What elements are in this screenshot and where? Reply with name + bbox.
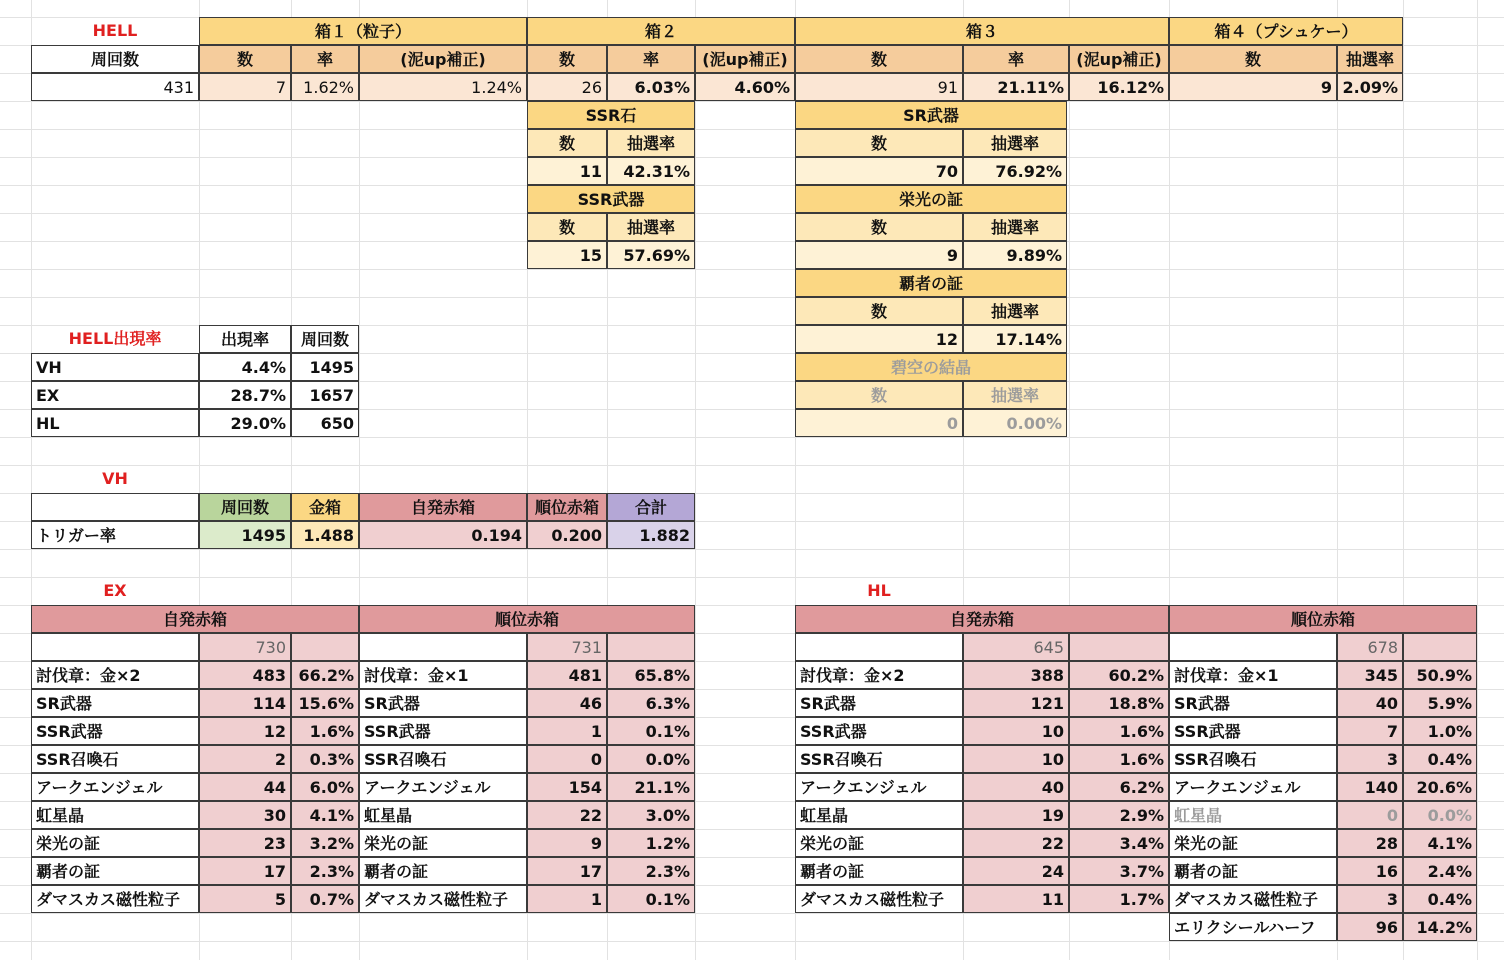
box2-mud-label: (泥up補正) bbox=[695, 45, 795, 73]
hl-self-item-count[interactable]: 121 bbox=[963, 689, 1069, 717]
hl-rank-item-count[interactable]: 96 bbox=[1337, 913, 1403, 941]
hl-self-item-count[interactable]: 388 bbox=[963, 661, 1069, 689]
ex-self-item-pct[interactable]: 3.2% bbox=[291, 829, 359, 857]
ex-rank-item-pct[interactable]: 2.3% bbox=[607, 857, 695, 885]
ex-self-item-name: 覇者の証 bbox=[31, 857, 199, 885]
ex-self-item-count[interactable]: 114 bbox=[199, 689, 291, 717]
ex-rank-item-name: 覇者の証 bbox=[359, 857, 527, 885]
ex-rank-item-pct[interactable]: 0.1% bbox=[607, 885, 695, 913]
appear-row-name: HL bbox=[31, 409, 199, 437]
hl-rank-header: 順位赤箱 bbox=[1169, 605, 1477, 633]
appear-row-name: EX bbox=[31, 381, 199, 409]
champion-header: 覇者の証 bbox=[795, 269, 1067, 297]
ex-self-item-name: ダマスカス磁性粒子 bbox=[31, 885, 199, 913]
appear-row-laps[interactable]: 1657 bbox=[291, 381, 359, 409]
hl-rank-item-count[interactable]: 3 bbox=[1337, 745, 1403, 773]
ex-self-item-pct[interactable]: 0.3% bbox=[291, 745, 359, 773]
hl-rank-item-pct[interactable]: 1.0% bbox=[1403, 717, 1477, 745]
ex-rank-item-pct[interactable]: 6.3% bbox=[607, 689, 695, 717]
ex-self-item-pct[interactable]: 66.2% bbox=[291, 661, 359, 689]
laps-label: 周回数 bbox=[31, 45, 199, 73]
ex-self-item-name: SSR武器 bbox=[31, 717, 199, 745]
glory-rate[interactable]: 9.89% bbox=[963, 241, 1067, 269]
hl-rank-total-blank bbox=[1169, 633, 1337, 661]
box3-mud[interactable]: 16.12% bbox=[1069, 73, 1169, 101]
hl-self-item-count[interactable]: 24 bbox=[963, 857, 1069, 885]
box2-mud[interactable]: 4.60% bbox=[695, 73, 795, 101]
hell-label: HELL bbox=[92, 21, 138, 40]
hl-rank-item-name: 栄光の証 bbox=[1169, 829, 1337, 857]
sr-weapon-header: SR武器 bbox=[795, 101, 1067, 129]
ex-rank-item-count[interactable]: 22 bbox=[527, 801, 607, 829]
hl-title: HL bbox=[867, 581, 891, 600]
ssr-weapon-count-label: 数 bbox=[527, 213, 607, 241]
sr-weapon-count-label: 数 bbox=[795, 129, 963, 157]
appear-row-laps[interactable]: 1495 bbox=[291, 353, 359, 381]
ex-self-total-pct-blank bbox=[291, 633, 359, 661]
ex-self-item-count[interactable]: 23 bbox=[199, 829, 291, 857]
hl-self-item-pct[interactable]: 60.2% bbox=[1069, 661, 1169, 689]
hl-rank-item-pct[interactable]: 5.9% bbox=[1403, 689, 1477, 717]
box4-rate[interactable]: 2.09% bbox=[1337, 73, 1403, 101]
vh-total[interactable]: 1.882 bbox=[607, 521, 695, 549]
appear-row-rate[interactable]: 28.7% bbox=[199, 381, 291, 409]
box3-count-label: 数 bbox=[795, 45, 963, 73]
ex-rank-item-count[interactable]: 17 bbox=[527, 857, 607, 885]
vh-corner bbox=[31, 493, 199, 521]
ex-rank-item-name: ダマスカス磁性粒子 bbox=[359, 885, 527, 913]
hl-rank-item-pct[interactable]: 20.6% bbox=[1403, 773, 1477, 801]
ex-rank-item-count[interactable]: 9 bbox=[527, 829, 607, 857]
hl-rank-item-count[interactable]: 345 bbox=[1337, 661, 1403, 689]
box3-rate[interactable]: 21.11% bbox=[963, 73, 1069, 101]
ex-rank-item-count[interactable]: 154 bbox=[527, 773, 607, 801]
ex-rank-item-pct[interactable]: 0.0% bbox=[607, 745, 695, 773]
hl-self-item-name: ダマスカス磁性粒子 bbox=[795, 885, 963, 913]
ex-rank-item-pct[interactable]: 21.1% bbox=[607, 773, 695, 801]
hl-rank-item-count[interactable]: 16 bbox=[1337, 857, 1403, 885]
ssr-stone-rate[interactable]: 42.31% bbox=[607, 157, 695, 185]
box2-count[interactable]: 26 bbox=[527, 73, 607, 101]
hl-rank-item-pct[interactable]: 2.4% bbox=[1403, 857, 1477, 885]
hl-rank-item-name: エリクシールハーフ bbox=[1169, 913, 1337, 941]
hl-self-item-count[interactable]: 40 bbox=[963, 773, 1069, 801]
ex-rank-item-name: SR武器 bbox=[359, 689, 527, 717]
ex-rank-header: 順位赤箱 bbox=[359, 605, 695, 633]
vh-total-header: 合計 bbox=[607, 493, 695, 521]
ex-self-item-pct[interactable]: 0.7% bbox=[291, 885, 359, 913]
ex-rank-item-name: SSR武器 bbox=[359, 717, 527, 745]
hl-self-item-pct[interactable]: 1.7% bbox=[1069, 885, 1169, 913]
ex-rank-item-count[interactable]: 46 bbox=[527, 689, 607, 717]
ssr-weapon-header: SSR武器 bbox=[527, 185, 695, 213]
box2-rate-label: 率 bbox=[607, 45, 695, 73]
box2-header: 箱２ bbox=[527, 17, 795, 45]
hl-self-item-name: SSR武器 bbox=[795, 717, 963, 745]
ex-self-item-name: SR武器 bbox=[31, 689, 199, 717]
vh-self[interactable]: 0.194 bbox=[359, 521, 527, 549]
ssr-stone-rate-label: 抽選率 bbox=[607, 129, 695, 157]
hl-self-item-name: SR武器 bbox=[795, 689, 963, 717]
hl-self-item-count[interactable]: 22 bbox=[963, 829, 1069, 857]
hl-self-item-count[interactable]: 10 bbox=[963, 717, 1069, 745]
vh-laps-header: 周回数 bbox=[199, 493, 291, 521]
hl-rank-item-count[interactable]: 28 bbox=[1337, 829, 1403, 857]
vh-gold[interactable]: 1.488 bbox=[291, 521, 359, 549]
box1-rate-label: 率 bbox=[291, 45, 359, 73]
hl-self-item-name: SSR召喚石 bbox=[795, 745, 963, 773]
hl-rank-item-count[interactable]: 40 bbox=[1337, 689, 1403, 717]
box4-count-label: 数 bbox=[1169, 45, 1337, 73]
box1-count[interactable]: 7 bbox=[199, 73, 291, 101]
crystal-count[interactable]: 0 bbox=[795, 409, 963, 437]
ex-rank-item-pct[interactable]: 1.2% bbox=[607, 829, 695, 857]
ex-rank-total[interactable]: 731 bbox=[527, 633, 607, 661]
glory-count[interactable]: 9 bbox=[795, 241, 963, 269]
ex-self-item-name: アークエンジェル bbox=[31, 773, 199, 801]
crystal-count-label: 数 bbox=[795, 381, 963, 409]
hl-self-item-count[interactable]: 11 bbox=[963, 885, 1069, 913]
box1-rate[interactable]: 1.62% bbox=[291, 73, 359, 101]
ex-title: EX bbox=[103, 581, 127, 600]
hl-rank-item-name: 覇者の証 bbox=[1169, 857, 1337, 885]
vh-rank-header: 順位赤箱 bbox=[527, 493, 607, 521]
appear-row-rate[interactable]: 29.0% bbox=[199, 409, 291, 437]
box2-rate[interactable]: 6.03% bbox=[607, 73, 695, 101]
hl-rank-item-name: 虹星晶 bbox=[1169, 801, 1337, 829]
ssr-weapon-count[interactable]: 15 bbox=[527, 241, 607, 269]
hl-rank-item-name: SSR召喚石 bbox=[1169, 745, 1337, 773]
hl-rank-item-count[interactable]: 140 bbox=[1337, 773, 1403, 801]
ex-self-total[interactable]: 730 bbox=[199, 633, 291, 661]
box3-header: 箱３ bbox=[795, 17, 1169, 45]
box1-count-label: 数 bbox=[199, 45, 291, 73]
vh-laps[interactable]: 1495 bbox=[199, 521, 291, 549]
hl-self-item-count[interactable]: 10 bbox=[963, 745, 1069, 773]
crystal-header: 碧空の結晶 bbox=[795, 353, 1067, 381]
hl-rank-item-name: 討伐章：金×1 bbox=[1169, 661, 1337, 689]
ex-self-item-name: 虹星晶 bbox=[31, 801, 199, 829]
ex-self-item-pct[interactable]: 4.1% bbox=[291, 801, 359, 829]
hl-self-item-count[interactable]: 19 bbox=[963, 801, 1069, 829]
hl-rank-item-count[interactable]: 7 bbox=[1337, 717, 1403, 745]
vh-self-header: 自発赤箱 bbox=[359, 493, 527, 521]
hl-rank-item-name: SR武器 bbox=[1169, 689, 1337, 717]
hl-self-item-name: 覇者の証 bbox=[795, 857, 963, 885]
ssr-stone-count-label: 数 bbox=[527, 129, 607, 157]
ex-rank-item-name: 虹星晶 bbox=[359, 801, 527, 829]
hl-self-item-name: 虹星晶 bbox=[795, 801, 963, 829]
vh-rank[interactable]: 0.200 bbox=[527, 521, 607, 549]
hl-rank-item-name: ダマスカス磁性粒子 bbox=[1169, 885, 1337, 913]
ex-self-item-count[interactable]: 30 bbox=[199, 801, 291, 829]
appear-row-rate[interactable]: 4.4% bbox=[199, 353, 291, 381]
hl-rank-item-pct[interactable]: 0.4% bbox=[1403, 745, 1477, 773]
hl-rank-item-count[interactable]: 0 bbox=[1337, 801, 1403, 829]
ex-rank-item-pct[interactable]: 0.1% bbox=[607, 717, 695, 745]
crystal-rate[interactable]: 0.00% bbox=[963, 409, 1067, 437]
ex-self-header: 自発赤箱 bbox=[31, 605, 359, 633]
hl-rank-item-pct[interactable]: 0.0% bbox=[1403, 801, 1477, 829]
champion-rate-label: 抽選率 bbox=[963, 297, 1067, 325]
vh-row-label: トリガー率 bbox=[31, 521, 199, 549]
ex-rank-item-count[interactable]: 1 bbox=[527, 717, 607, 745]
box4-header: 箱４（プシュケー） bbox=[1169, 17, 1403, 45]
ex-rank-item-name: 討伐章：金×1 bbox=[359, 661, 527, 689]
hl-self-item-pct[interactable]: 18.8% bbox=[1069, 689, 1169, 717]
appear-row-name: VH bbox=[31, 353, 199, 381]
box3-mud-label: (泥up補正) bbox=[1069, 45, 1169, 73]
hl-self-total-pct-blank bbox=[1069, 633, 1169, 661]
sr-weapon-count[interactable]: 70 bbox=[795, 157, 963, 185]
box4-rate-label: 抽選率 bbox=[1337, 45, 1403, 73]
ssr-stone-header: SSR石 bbox=[527, 101, 695, 129]
ex-rank-item-pct[interactable]: 3.0% bbox=[607, 801, 695, 829]
ex-self-item-name: SSR召喚石 bbox=[31, 745, 199, 773]
vh-title: VH bbox=[102, 469, 128, 488]
glory-header: 栄光の証 bbox=[795, 185, 1067, 213]
ex-self-item-name: 栄光の証 bbox=[31, 829, 199, 857]
hl-self-total-blank bbox=[795, 633, 963, 661]
ex-self-item-count[interactable]: 17 bbox=[199, 857, 291, 885]
ex-self-item-count[interactable]: 12 bbox=[199, 717, 291, 745]
box4-count[interactable]: 9 bbox=[1169, 73, 1337, 101]
hl-self-item-pct[interactable]: 1.6% bbox=[1069, 717, 1169, 745]
ex-self-item-pct[interactable]: 6.0% bbox=[291, 773, 359, 801]
glory-rate-label: 抽選率 bbox=[963, 213, 1067, 241]
ex-self-total-blank bbox=[31, 633, 199, 661]
hl-rank-item-pct[interactable]: 0.4% bbox=[1403, 885, 1477, 913]
box1-header: 箱１（粒子） bbox=[199, 17, 527, 45]
box3-rate-label: 率 bbox=[963, 45, 1069, 73]
ex-rank-item-name: アークエンジェル bbox=[359, 773, 527, 801]
glory-count-label: 数 bbox=[795, 213, 963, 241]
hl-self-item-pct[interactable]: 3.4% bbox=[1069, 829, 1169, 857]
ex-self-item-name: 討伐章：金×2 bbox=[31, 661, 199, 689]
hl-self-header: 自発赤箱 bbox=[795, 605, 1169, 633]
ssr-weapon-rate-label: 抽選率 bbox=[607, 213, 695, 241]
box1-mud[interactable]: 1.24% bbox=[359, 73, 527, 101]
ex-self-item-count[interactable]: 2 bbox=[199, 745, 291, 773]
sr-weapon-rate[interactable]: 76.92% bbox=[963, 157, 1067, 185]
vh-gold-header: 金箱 bbox=[291, 493, 359, 521]
hl-rank-item-name: アークエンジェル bbox=[1169, 773, 1337, 801]
ex-rank-total-pct-blank bbox=[607, 633, 695, 661]
hl-self-item-pct[interactable]: 2.9% bbox=[1069, 801, 1169, 829]
hl-self-item-name: 討伐章：金×2 bbox=[795, 661, 963, 689]
sr-weapon-rate-label: 抽選率 bbox=[963, 129, 1067, 157]
hl-rank-total[interactable]: 678 bbox=[1337, 633, 1403, 661]
hl-self-item-pct[interactable]: 3.7% bbox=[1069, 857, 1169, 885]
ex-rank-item-name: 栄光の証 bbox=[359, 829, 527, 857]
hl-rank-item-pct[interactable]: 50.9% bbox=[1403, 661, 1477, 689]
ex-self-item-pct[interactable]: 2.3% bbox=[291, 857, 359, 885]
appear-col-rate: 出現率 bbox=[199, 325, 291, 353]
ex-rank-item-name: SSR召喚石 bbox=[359, 745, 527, 773]
ex-self-item-pct[interactable]: 1.6% bbox=[291, 717, 359, 745]
ex-self-item-count[interactable]: 5 bbox=[199, 885, 291, 913]
hl-rank-item-count[interactable]: 3 bbox=[1337, 885, 1403, 913]
appear-row-laps[interactable]: 650 bbox=[291, 409, 359, 437]
ex-self-item-count[interactable]: 483 bbox=[199, 661, 291, 689]
champion-count-label: 数 bbox=[795, 297, 963, 325]
ssr-stone-count[interactable]: 11 bbox=[527, 157, 607, 185]
ssr-weapon-rate[interactable]: 57.69% bbox=[607, 241, 695, 269]
ex-self-item-pct[interactable]: 15.6% bbox=[291, 689, 359, 717]
champion-count[interactable]: 12 bbox=[795, 325, 963, 353]
hl-rank-total-pct-blank bbox=[1403, 633, 1477, 661]
hl-self-item-pct[interactable]: 1.6% bbox=[1069, 745, 1169, 773]
appear-col-laps: 周回数 bbox=[291, 325, 359, 353]
hl-self-total[interactable]: 645 bbox=[963, 633, 1069, 661]
champion-rate[interactable]: 17.14% bbox=[963, 325, 1067, 353]
ex-self-item-count[interactable]: 44 bbox=[199, 773, 291, 801]
hl-rank-item-name: SSR武器 bbox=[1169, 717, 1337, 745]
hl-rank-item-pct[interactable]: 14.2% bbox=[1403, 913, 1477, 941]
box1-mud-label: (泥up補正) bbox=[359, 45, 527, 73]
ex-rank-item-count[interactable]: 1 bbox=[527, 885, 607, 913]
hl-rank-item-pct[interactable]: 4.1% bbox=[1403, 829, 1477, 857]
laps-value[interactable]: 431 bbox=[31, 73, 199, 101]
ex-rank-item-count[interactable]: 0 bbox=[527, 745, 607, 773]
ex-rank-item-pct[interactable]: 65.8% bbox=[607, 661, 695, 689]
appear-title: HELL出現率 bbox=[68, 329, 162, 348]
hl-self-item-name: アークエンジェル bbox=[795, 773, 963, 801]
hl-self-item-pct[interactable]: 6.2% bbox=[1069, 773, 1169, 801]
box2-count-label: 数 bbox=[527, 45, 607, 73]
ex-rank-total-blank bbox=[359, 633, 527, 661]
box3-count[interactable]: 91 bbox=[795, 73, 963, 101]
hl-self-item-name: 栄光の証 bbox=[795, 829, 963, 857]
crystal-rate-label: 抽選率 bbox=[963, 381, 1067, 409]
ex-rank-item-count[interactable]: 481 bbox=[527, 661, 607, 689]
